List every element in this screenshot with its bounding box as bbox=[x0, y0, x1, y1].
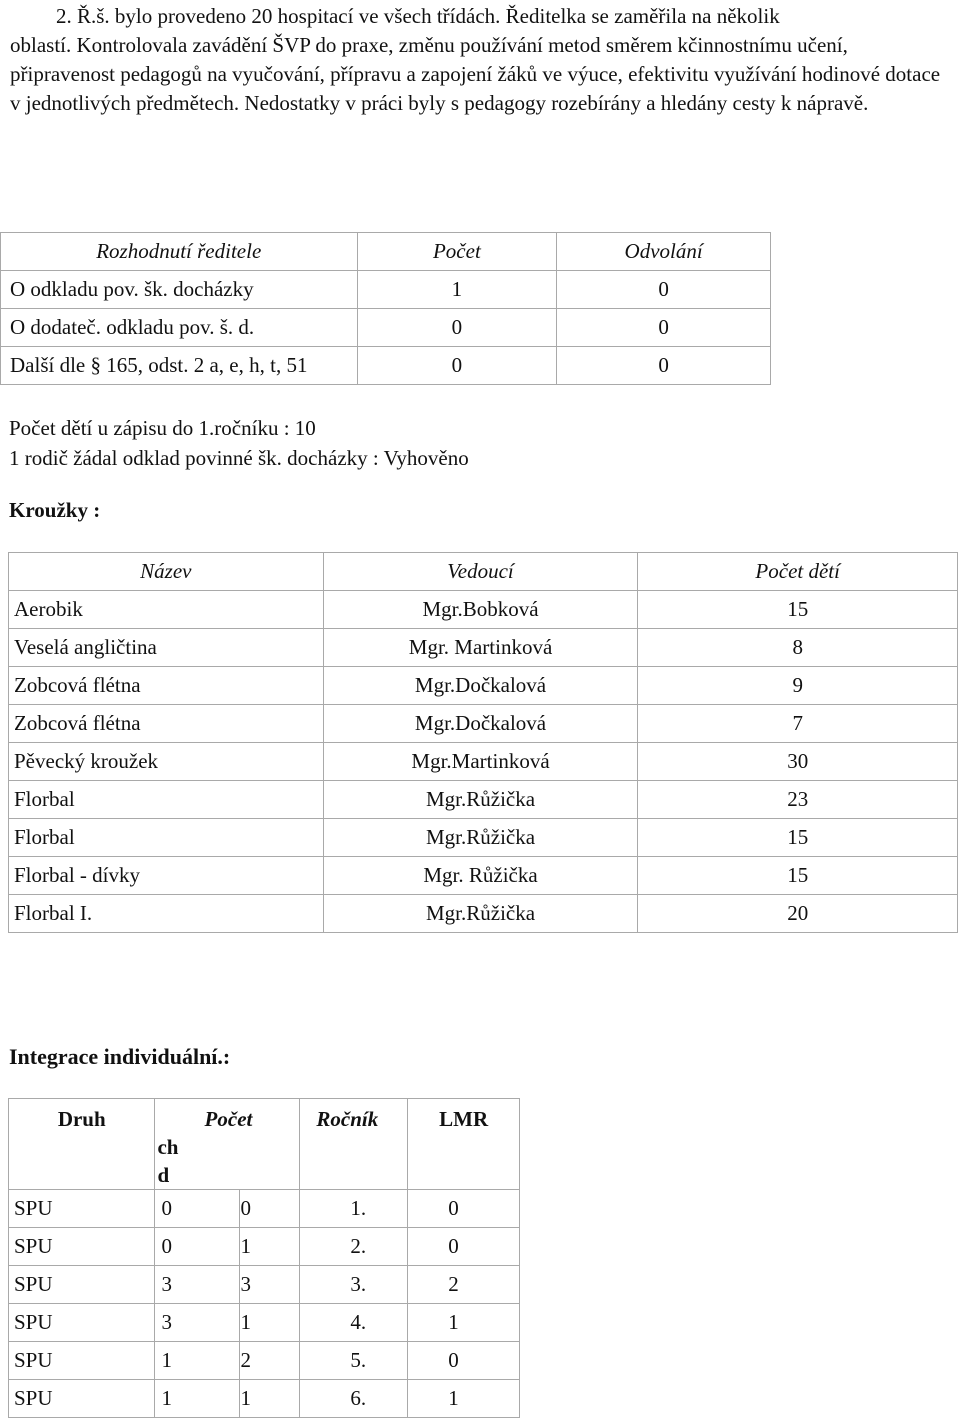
integration-boys: 3 bbox=[155, 1304, 240, 1342]
integration-lmr: 1 bbox=[408, 1380, 520, 1418]
decisions-header-appeal: Odvolání bbox=[557, 233, 771, 271]
integration-lmr: 1 bbox=[408, 1304, 520, 1342]
integration-grade: 3. bbox=[300, 1266, 408, 1304]
club-name: Florbal bbox=[9, 819, 324, 857]
enrollment-info bbox=[9, 413, 469, 473]
club-count: 15 bbox=[638, 819, 958, 857]
decision-appeal: 0 bbox=[557, 309, 771, 347]
table-row bbox=[9, 591, 958, 629]
club-count: 23 bbox=[638, 781, 958, 819]
intro-paragraph bbox=[10, 2, 955, 118]
enrollment-children: Počet dětí u zápisu do 1.ročníku : 10 bbox=[9, 416, 316, 440]
decision-count: 0 bbox=[357, 347, 557, 385]
integration-girls: 0 bbox=[240, 1190, 300, 1228]
integration-boys: 1 bbox=[155, 1342, 240, 1380]
integration-header-boys: ch bbox=[157, 1135, 179, 1159]
club-count: 15 bbox=[638, 591, 958, 629]
integration-title: Integrace individuální.: bbox=[9, 1044, 231, 1069]
integration-grade: 6. bbox=[300, 1380, 408, 1418]
table-row bbox=[9, 1266, 520, 1304]
club-leader: Mgr. Růžička bbox=[323, 857, 638, 895]
integration-header-row bbox=[9, 1099, 520, 1190]
table-row bbox=[9, 781, 958, 819]
club-count: 30 bbox=[638, 743, 958, 781]
integration-type: SPU bbox=[9, 1266, 155, 1304]
integration-boys: 3 bbox=[155, 1266, 240, 1304]
table-row bbox=[1, 309, 771, 347]
table-row bbox=[9, 857, 958, 895]
clubs-header-row bbox=[9, 553, 958, 591]
integration-type: SPU bbox=[9, 1380, 155, 1418]
integration-grade: 5. bbox=[300, 1342, 408, 1380]
decisions-header-decision: Rozhodnutí ředitele bbox=[1, 233, 358, 271]
integration-type: SPU bbox=[9, 1342, 155, 1380]
club-leader: Mgr.Dočkalová bbox=[323, 667, 638, 705]
table-row bbox=[1, 347, 771, 385]
clubs-table bbox=[8, 552, 958, 933]
integration-type: SPU bbox=[9, 1304, 155, 1342]
table-row bbox=[9, 667, 958, 705]
integration-header-type: Druh bbox=[9, 1099, 155, 1190]
club-name: Veselá angličtina bbox=[9, 629, 324, 667]
club-name: Zobcová flétna bbox=[9, 705, 324, 743]
integration-girls: 1 bbox=[240, 1304, 300, 1342]
club-name: Florbal - dívky bbox=[9, 857, 324, 895]
decision-label: O odkladu pov. šk. docházky bbox=[1, 271, 358, 309]
decisions-table bbox=[0, 232, 771, 385]
intro-first-line: 2. Ř.š. bylo provedeno 20 hospitací ve všech třídách. Ředitelka se zaměřila na několik bbox=[56, 4, 780, 28]
intro-rest: oblastí. Kontrolovala zavádění ŠVP do praxe, změnu používání metod směrem kčinnostnímu učení, připravenost pedagogů na vyučování, přípravu a zapojení žáků ve výuce, efektivitu využívání hodinové dotace v jednotlivých předmětech. Nedostatky v práci byly s pedagogy rozebírány a hledány cesty k nápravě. bbox=[10, 33, 941, 115]
club-name: Florbal I. bbox=[9, 895, 324, 933]
integration-boys: 1 bbox=[155, 1380, 240, 1418]
club-leader: Mgr.Růžička bbox=[323, 895, 638, 933]
decision-appeal: 0 bbox=[557, 347, 771, 385]
integration-boys: 0 bbox=[155, 1228, 240, 1266]
table-row bbox=[9, 1342, 520, 1380]
decisions-header-row bbox=[1, 233, 771, 271]
club-count: 15 bbox=[638, 857, 958, 895]
club-leader: Mgr.Martinková bbox=[323, 743, 638, 781]
table-row bbox=[9, 1228, 520, 1266]
club-count: 20 bbox=[638, 895, 958, 933]
clubs-header-leader: Vedoucí bbox=[323, 553, 638, 591]
decision-appeal: 0 bbox=[557, 271, 771, 309]
integration-type: SPU bbox=[9, 1228, 155, 1266]
integration-header-lmr: LMR bbox=[408, 1099, 520, 1190]
table-row bbox=[9, 629, 958, 667]
club-name: Pěvecký kroužek bbox=[9, 743, 324, 781]
decisions-header-count: Počet bbox=[357, 233, 557, 271]
decision-label: O dodateč. odkladu pov. š. d. bbox=[1, 309, 358, 347]
club-leader: Mgr.Dočkalová bbox=[323, 705, 638, 743]
club-count: 9 bbox=[638, 667, 958, 705]
clubs-header-count: Počet dětí bbox=[638, 553, 958, 591]
club-name: Zobcová flétna bbox=[9, 667, 324, 705]
integration-lmr: 0 bbox=[408, 1342, 520, 1380]
table-row bbox=[9, 743, 958, 781]
integration-girls: 2 bbox=[240, 1342, 300, 1380]
table-row bbox=[9, 1190, 520, 1228]
table-row bbox=[9, 819, 958, 857]
integration-type: SPU bbox=[9, 1190, 155, 1228]
decision-count: 1 bbox=[357, 271, 557, 309]
table-row bbox=[1, 271, 771, 309]
integration-table bbox=[8, 1098, 520, 1418]
decision-label: Další dle § 165, odst. 2 a, e, h, t, 51 bbox=[1, 347, 358, 385]
club-name: Florbal bbox=[9, 781, 324, 819]
decision-count: 0 bbox=[357, 309, 557, 347]
integration-header-girls: d bbox=[157, 1163, 170, 1187]
integration-grade: 2. bbox=[300, 1228, 408, 1266]
integration-girls: 3 bbox=[240, 1266, 300, 1304]
club-leader: Mgr.Růžička bbox=[323, 819, 638, 857]
club-count: 8 bbox=[638, 629, 958, 667]
integration-header-count: Počet bbox=[204, 1107, 253, 1131]
club-count: 7 bbox=[638, 705, 958, 743]
table-row bbox=[9, 895, 958, 933]
table-row bbox=[9, 1304, 520, 1342]
integration-header-count-cell bbox=[155, 1099, 300, 1190]
integration-lmr: 2 bbox=[408, 1266, 520, 1304]
integration-lmr: 0 bbox=[408, 1228, 520, 1266]
integration-lmr: 0 bbox=[408, 1190, 520, 1228]
table-row bbox=[9, 1380, 520, 1418]
club-leader: Mgr. Martinková bbox=[323, 629, 638, 667]
integration-girls: 1 bbox=[240, 1228, 300, 1266]
integration-girls: 1 bbox=[240, 1380, 300, 1418]
clubs-title: Kroužky : bbox=[9, 498, 101, 522]
clubs-header-name: Název bbox=[9, 553, 324, 591]
club-name: Aerobik bbox=[9, 591, 324, 629]
integration-boys: 0 bbox=[155, 1190, 240, 1228]
table-row bbox=[9, 705, 958, 743]
integration-header-grade: Ročník bbox=[300, 1099, 408, 1190]
enrollment-postponement: 1 rodič žádal odklad povinné šk. docházky : Vyhověno bbox=[9, 446, 469, 470]
integration-grade: 1. bbox=[300, 1190, 408, 1228]
integration-grade: 4. bbox=[300, 1304, 408, 1342]
club-leader: Mgr.Bobková bbox=[323, 591, 638, 629]
club-leader: Mgr.Růžička bbox=[323, 781, 638, 819]
